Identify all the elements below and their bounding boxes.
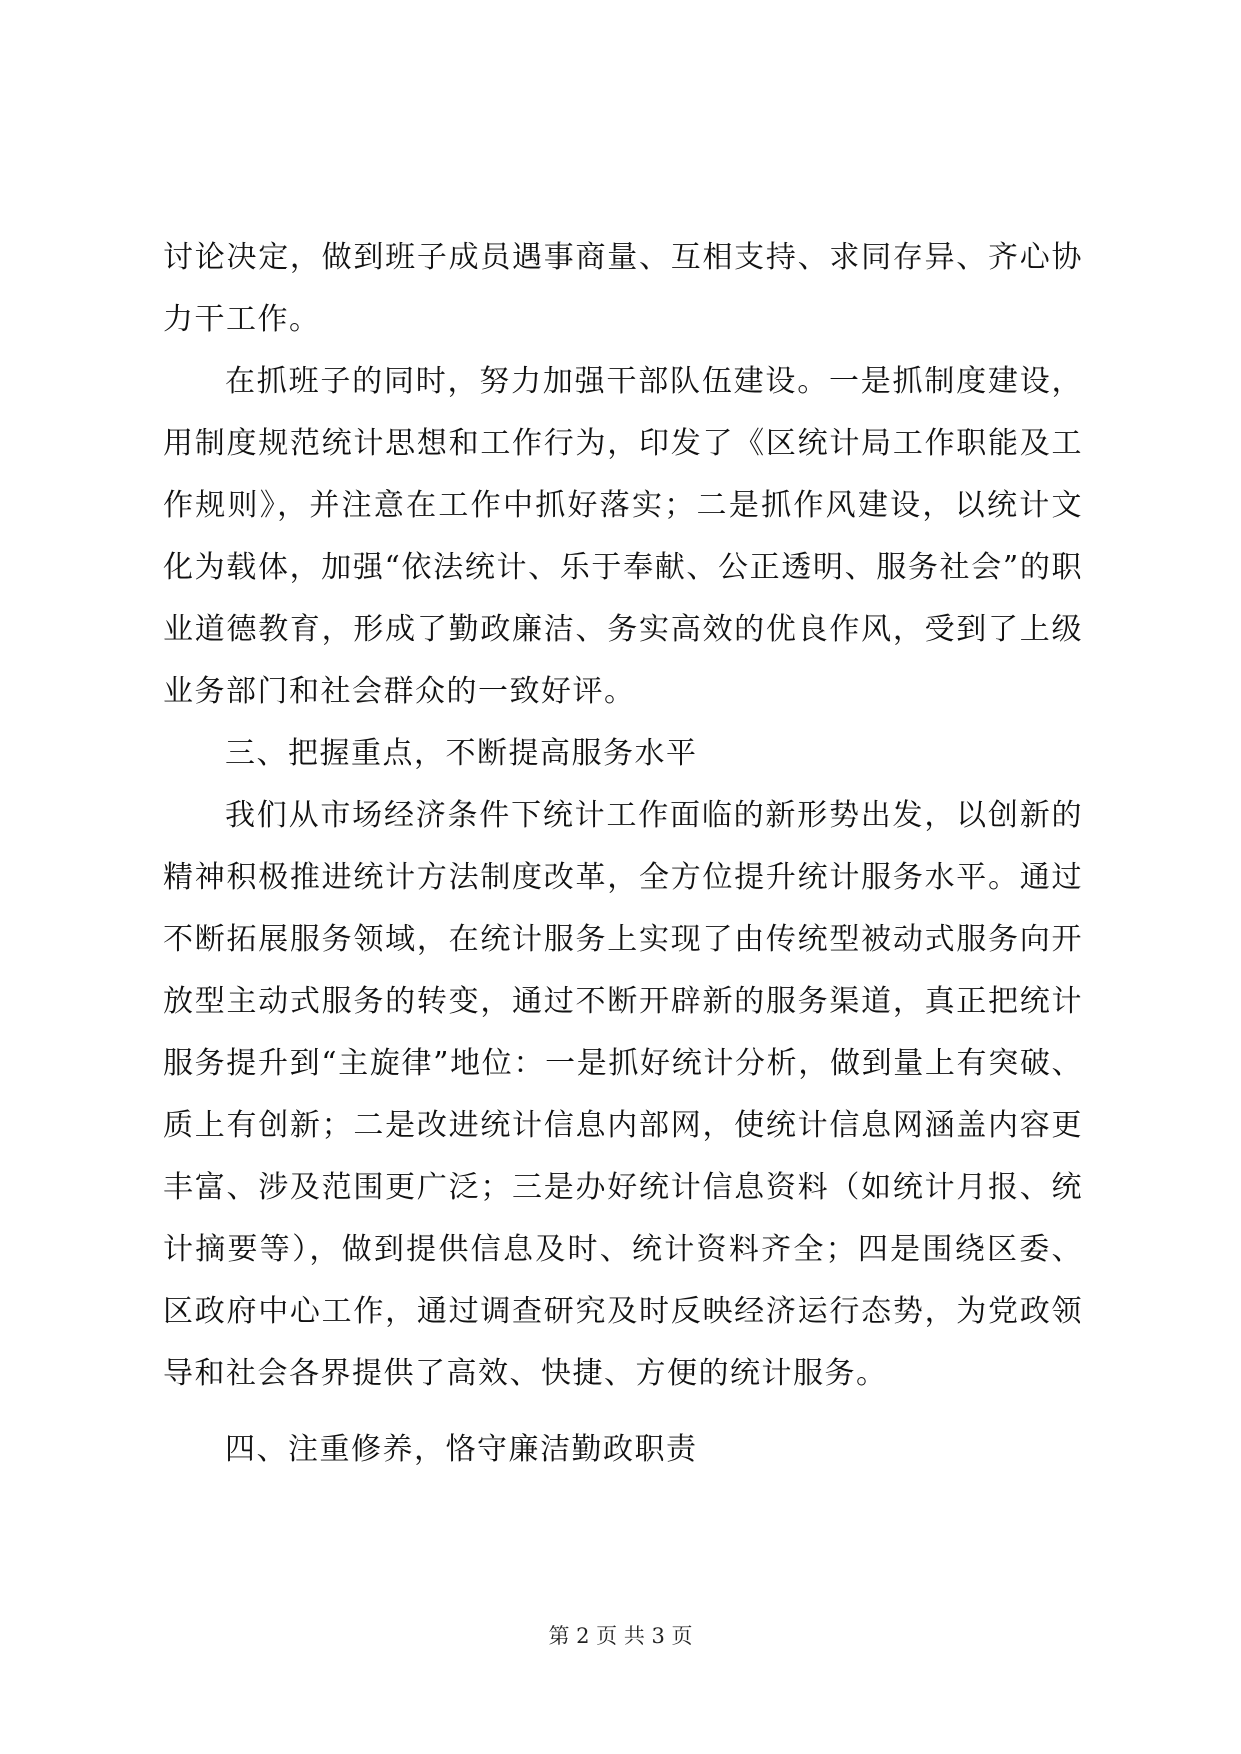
paragraph-service-level: 我们从市场经济条件下统计工作面临的新形势出发，以创新的精神积极推进统计方法制度改革，全方位提升统计服务水平。通过不断拓展服务领域，在统计服务上实现了由传统型被动式服务向开放型主动式服务的转变，通过不断开辟新的服务渠道，真正把统计服务提升到“主旋律”地位：一是抓好统计分析，做到量上有突破、质上有创新；二是改进统计信息内部网，使统计信息网涵盖内容更丰富、涉及范围更广泛；三是办好统计信息资料（如统计月报、统计摘要等），做到提供信息及时、统计资料齐全；四是围绕区委、区政府中心工作，通过调查研究及时反映经济运行态势，为党政领导和社会各界提供了高效、快捷、方便的统计服务。 xyxy=(163,798,1083,1391)
page-number-footer: 第 2 页 共 3 页 xyxy=(548,1624,693,1648)
paragraph-continuation: 讨论决定，做到班子成员遇事商量、互相支持、求同存异、齐心协力干工作。 xyxy=(163,240,1083,337)
section-heading-three: 三、把握重点，不断提高服务水平 xyxy=(225,736,698,771)
document-body xyxy=(163,227,1083,1481)
paragraph-team-building: 在抓班子的同时，努力加强干部队伍建设。一是抓制度建设，用制度规范统计思想和工作行为，印发了《区统计局工作职能及工作规则》，并注意在工作中抓好落实；二是抓作风建设，以统计文化为载体，加强“依法统计、乐于奉献、公正透明、服务社会”的职业道德教育，形成了勤政廉洁、务实高效的优良作风，受到了上级业务部门和社会群众的一致好评。 xyxy=(163,364,1083,709)
section-heading-four: 四、注重修养，恪守廉洁勤政职责 xyxy=(225,1432,698,1467)
